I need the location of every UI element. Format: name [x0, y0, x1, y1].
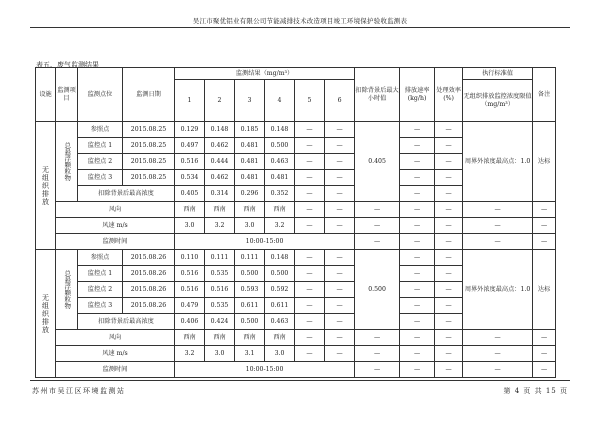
wind-speed-cell: 3.0	[235, 218, 265, 234]
dash-cell: —	[435, 330, 463, 346]
value-cell: 0.611	[265, 298, 295, 314]
efficiency-cell: —	[435, 170, 463, 186]
dash-cell: —	[295, 218, 325, 234]
header-col-3: 3	[235, 80, 265, 122]
footer-agency: 苏州市吴江区环境监测站	[32, 387, 126, 395]
value-cell: 0.516	[175, 282, 205, 298]
point-cell: 监控点 2	[78, 154, 123, 170]
value-cell: —	[295, 282, 325, 298]
wind-dir-cell: 西南	[205, 330, 235, 346]
header-col-2: 2	[205, 80, 235, 122]
footer-divider	[30, 380, 570, 381]
exhaust-gas-results-table	[35, 67, 556, 378]
bg-max-cell: 0.500	[355, 250, 400, 330]
header-rate: 排放速率(kg/h)	[400, 68, 435, 122]
efficiency-cell: —	[435, 266, 463, 282]
dash-cell: —	[435, 202, 463, 218]
wind-speed-label-cell: 风速 m/s	[56, 218, 175, 234]
bg-value-cell: 0.405	[175, 186, 205, 202]
value-cell: 0.111	[205, 250, 235, 266]
value-cell: 0.516	[175, 266, 205, 282]
header-point: 监测点位	[78, 68, 123, 122]
time-label-cell: 监测时间	[56, 234, 175, 250]
time-cell: 10:00-15:00	[175, 362, 355, 378]
point-cell: 监控点 3	[78, 298, 123, 314]
dash-cell: —	[400, 234, 435, 250]
value-cell: 0.500	[265, 266, 295, 282]
dash-cell: —	[400, 202, 435, 218]
rate-cell: —	[400, 282, 435, 298]
value-cell: 0.535	[205, 266, 235, 282]
value-cell: 0.444	[205, 154, 235, 170]
bg-value-cell: —	[295, 314, 325, 330]
value-cell: —	[325, 122, 355, 138]
wind-dir-cell: 西南	[265, 202, 295, 218]
efficiency-cell: —	[435, 250, 463, 266]
time-cell: 10:00-15:00	[175, 234, 355, 250]
bg-value-cell: 0.406	[175, 314, 205, 330]
bg-value-cell: 0.314	[205, 186, 235, 202]
dash-cell: —	[400, 362, 435, 378]
header-col-1: 1	[175, 80, 205, 122]
value-cell: —	[295, 250, 325, 266]
remark-cell: 达标	[533, 250, 556, 330]
value-cell: 0.516	[175, 154, 205, 170]
value-cell: 0.148	[205, 122, 235, 138]
wind-dir-cell: 西南	[235, 330, 265, 346]
value-cell: —	[295, 266, 325, 282]
rate-cell: —	[400, 186, 435, 202]
dash-cell: —	[355, 202, 400, 218]
wind-speed-cell: 3.1	[235, 346, 265, 362]
bg-max-cell: 0.405	[355, 122, 400, 202]
value-cell: —	[295, 170, 325, 186]
value-cell: 0.500	[235, 266, 265, 282]
bg-value-cell: 0.424	[205, 314, 235, 330]
value-cell: 0.148	[265, 122, 295, 138]
bg-value-cell: —	[325, 186, 355, 202]
bg-value-cell: 0.296	[235, 186, 265, 202]
point-cell: 参照点	[78, 122, 123, 138]
dash-cell: —	[533, 218, 556, 234]
value-cell: —	[325, 154, 355, 170]
bg-value-cell: 0.500	[235, 314, 265, 330]
header-standard-sub: 无组织排放监控浓度限值（mg/m³）	[463, 80, 533, 122]
table-row	[36, 346, 556, 362]
dash-cell: —	[463, 218, 533, 234]
wind-speed-cell: 3.2	[175, 346, 205, 362]
dash-cell: —	[355, 218, 400, 234]
efficiency-cell: —	[435, 298, 463, 314]
dash-cell: —	[533, 346, 556, 362]
facility-label: 无组织排放	[41, 165, 50, 206]
wind-dir-cell: 西南	[235, 202, 265, 218]
value-cell: 0.111	[235, 250, 265, 266]
efficiency-cell: —	[435, 314, 463, 330]
dash-cell: —	[400, 218, 435, 234]
efficiency-cell: —	[435, 138, 463, 154]
date-cell: 2015.08.25	[123, 122, 175, 138]
dash-cell: —	[325, 202, 355, 218]
dash-cell: —	[400, 346, 435, 362]
dash-cell: —	[325, 346, 355, 362]
value-cell: 0.481	[235, 170, 265, 186]
rate-cell: —	[400, 138, 435, 154]
dash-cell: —	[355, 330, 400, 346]
value-cell: —	[325, 170, 355, 186]
wind-dir-label-cell: 风向	[56, 330, 175, 346]
header-facility: 设施	[36, 68, 56, 122]
bg-value-cell: 0.463	[265, 314, 295, 330]
value-cell: 0.463	[265, 154, 295, 170]
value-cell: 0.129	[175, 122, 205, 138]
dash-cell: —	[533, 202, 556, 218]
value-cell: —	[295, 298, 325, 314]
date-cell: 2015.08.26	[123, 282, 175, 298]
table-row	[36, 218, 556, 234]
efficiency-cell: —	[435, 122, 463, 138]
date-cell: 2015.08.26	[123, 250, 175, 266]
wind-dir-cell: 西南	[205, 202, 235, 218]
table-row	[36, 234, 556, 250]
dash-cell: —	[435, 234, 463, 250]
value-cell: 0.185	[235, 122, 265, 138]
time-label-cell: 监测时间	[56, 362, 175, 378]
rate-cell: —	[400, 266, 435, 282]
standard-cell: 周界外浓度最高点：1.0	[463, 122, 533, 202]
dash-cell: —	[533, 362, 556, 378]
item-cell	[56, 122, 78, 202]
value-cell: —	[325, 266, 355, 282]
dash-cell: —	[435, 362, 463, 378]
wind-speed-cell: 3.0	[265, 346, 295, 362]
dash-cell: —	[463, 234, 533, 250]
rate-cell: —	[400, 122, 435, 138]
value-cell: —	[325, 282, 355, 298]
header-col-5: 5	[295, 80, 325, 122]
header-bg-max: 扣除背景后最大小时值	[355, 68, 400, 122]
dash-cell: —	[355, 362, 400, 378]
footer-page-number: 第 4 页 共 15 页	[503, 387, 568, 395]
item-cell	[56, 250, 78, 330]
value-cell: 0.611	[235, 298, 265, 314]
value-cell: 0.497	[175, 138, 205, 154]
rate-cell: —	[400, 314, 435, 330]
facility-cell	[36, 250, 56, 378]
rate-cell: —	[400, 170, 435, 186]
efficiency-cell: —	[435, 282, 463, 298]
value-cell: —	[325, 298, 355, 314]
date-cell: 2015.08.26	[123, 266, 175, 282]
page-header: 吴江市聚优铝业有限公司节能减排技术改造项目竣工环境保护验收监测表	[192, 17, 408, 25]
value-cell: —	[295, 154, 325, 170]
header-divider	[30, 27, 570, 28]
value-cell: 0.462	[205, 138, 235, 154]
dash-cell: —	[295, 202, 325, 218]
bg-label-cell: 扣除背景后最高浓度	[78, 314, 175, 330]
dash-cell: —	[325, 218, 355, 234]
rate-cell: —	[400, 154, 435, 170]
value-cell: 0.535	[205, 298, 235, 314]
dash-cell: —	[295, 330, 325, 346]
value-cell: 0.481	[265, 170, 295, 186]
wind-dir-cell: 西南	[175, 202, 205, 218]
point-cell: 监控点 3	[78, 170, 123, 186]
rate-cell: —	[400, 250, 435, 266]
date-cell: 2015.08.25	[123, 154, 175, 170]
bg-label-cell: 扣除背景后最高浓度	[78, 186, 175, 202]
point-cell: 监控点 1	[78, 138, 123, 154]
dash-cell: —	[435, 346, 463, 362]
bg-value-cell: —	[325, 314, 355, 330]
facility-cell	[36, 122, 56, 250]
value-cell: 0.500	[265, 138, 295, 154]
header-results: 监测结果（mg/m³）	[175, 68, 355, 80]
header-col-6: 6	[325, 80, 355, 122]
dash-cell: —	[400, 330, 435, 346]
dash-cell: —	[463, 346, 533, 362]
date-cell: 2015.08.25	[123, 138, 175, 154]
value-cell: —	[295, 138, 325, 154]
remark-cell: 达标	[533, 122, 556, 202]
efficiency-cell: —	[435, 154, 463, 170]
value-cell: 0.110	[175, 250, 205, 266]
header-efficiency: 处理效率(%)	[435, 68, 463, 122]
dash-cell: —	[355, 346, 400, 362]
wind-dir-cell: 西南	[265, 330, 295, 346]
value-cell: —	[325, 250, 355, 266]
dash-cell: —	[355, 234, 400, 250]
rate-cell: —	[400, 298, 435, 314]
table-row	[36, 202, 556, 218]
efficiency-cell: —	[435, 186, 463, 202]
header-col-4: 4	[265, 80, 295, 122]
wind-dir-label-cell: 风向	[56, 202, 175, 218]
header-standard-group: 执行标准值	[463, 68, 533, 80]
dash-cell: —	[463, 202, 533, 218]
bg-value-cell: 0.352	[265, 186, 295, 202]
value-cell: 0.534	[175, 170, 205, 186]
table-row	[36, 250, 556, 266]
dash-cell: —	[325, 330, 355, 346]
dash-cell: —	[463, 362, 533, 378]
dash-cell: —	[533, 330, 556, 346]
value-cell: 0.592	[265, 282, 295, 298]
header-date: 监测日期	[123, 68, 175, 122]
date-cell: 2015.08.25	[123, 170, 175, 186]
dash-cell: —	[533, 234, 556, 250]
point-cell: 监控点 2	[78, 282, 123, 298]
item-label: 总悬浮颗粒物	[63, 270, 72, 309]
table-caption: 表五、废气监测结果	[36, 61, 99, 69]
wind-speed-label-cell: 风速 m/s	[56, 346, 175, 362]
bg-value-cell: —	[295, 186, 325, 202]
item-label: 总悬浮颗粒物	[63, 142, 72, 181]
table-row	[36, 362, 556, 378]
dash-cell: —	[463, 330, 533, 346]
value-cell: 0.481	[235, 138, 265, 154]
dash-cell: —	[435, 218, 463, 234]
value-cell: 0.148	[265, 250, 295, 266]
value-cell: 0.481	[235, 154, 265, 170]
standard-cell: 周界外浓度最高点：1.0	[463, 250, 533, 330]
table-row	[36, 330, 556, 346]
point-cell: 监控点 1	[78, 266, 123, 282]
date-cell: 2015.08.26	[123, 298, 175, 314]
wind-speed-cell: 3.2	[265, 218, 295, 234]
wind-speed-cell: 3.0	[175, 218, 205, 234]
wind-speed-cell: 3.2	[205, 218, 235, 234]
wind-dir-cell: 西南	[175, 330, 205, 346]
value-cell: 0.516	[205, 282, 235, 298]
facility-label: 无组织排放	[41, 293, 50, 334]
value-cell: 0.479	[175, 298, 205, 314]
value-cell: 0.593	[235, 282, 265, 298]
value-cell: —	[295, 122, 325, 138]
header-remark: 备注	[533, 68, 556, 122]
point-cell: 参照点	[78, 250, 123, 266]
header-item: 监测项目	[56, 68, 78, 122]
value-cell: —	[325, 138, 355, 154]
dash-cell: —	[295, 346, 325, 362]
value-cell: 0.462	[205, 170, 235, 186]
wind-speed-cell: 3.0	[205, 346, 235, 362]
table-row	[36, 122, 556, 138]
